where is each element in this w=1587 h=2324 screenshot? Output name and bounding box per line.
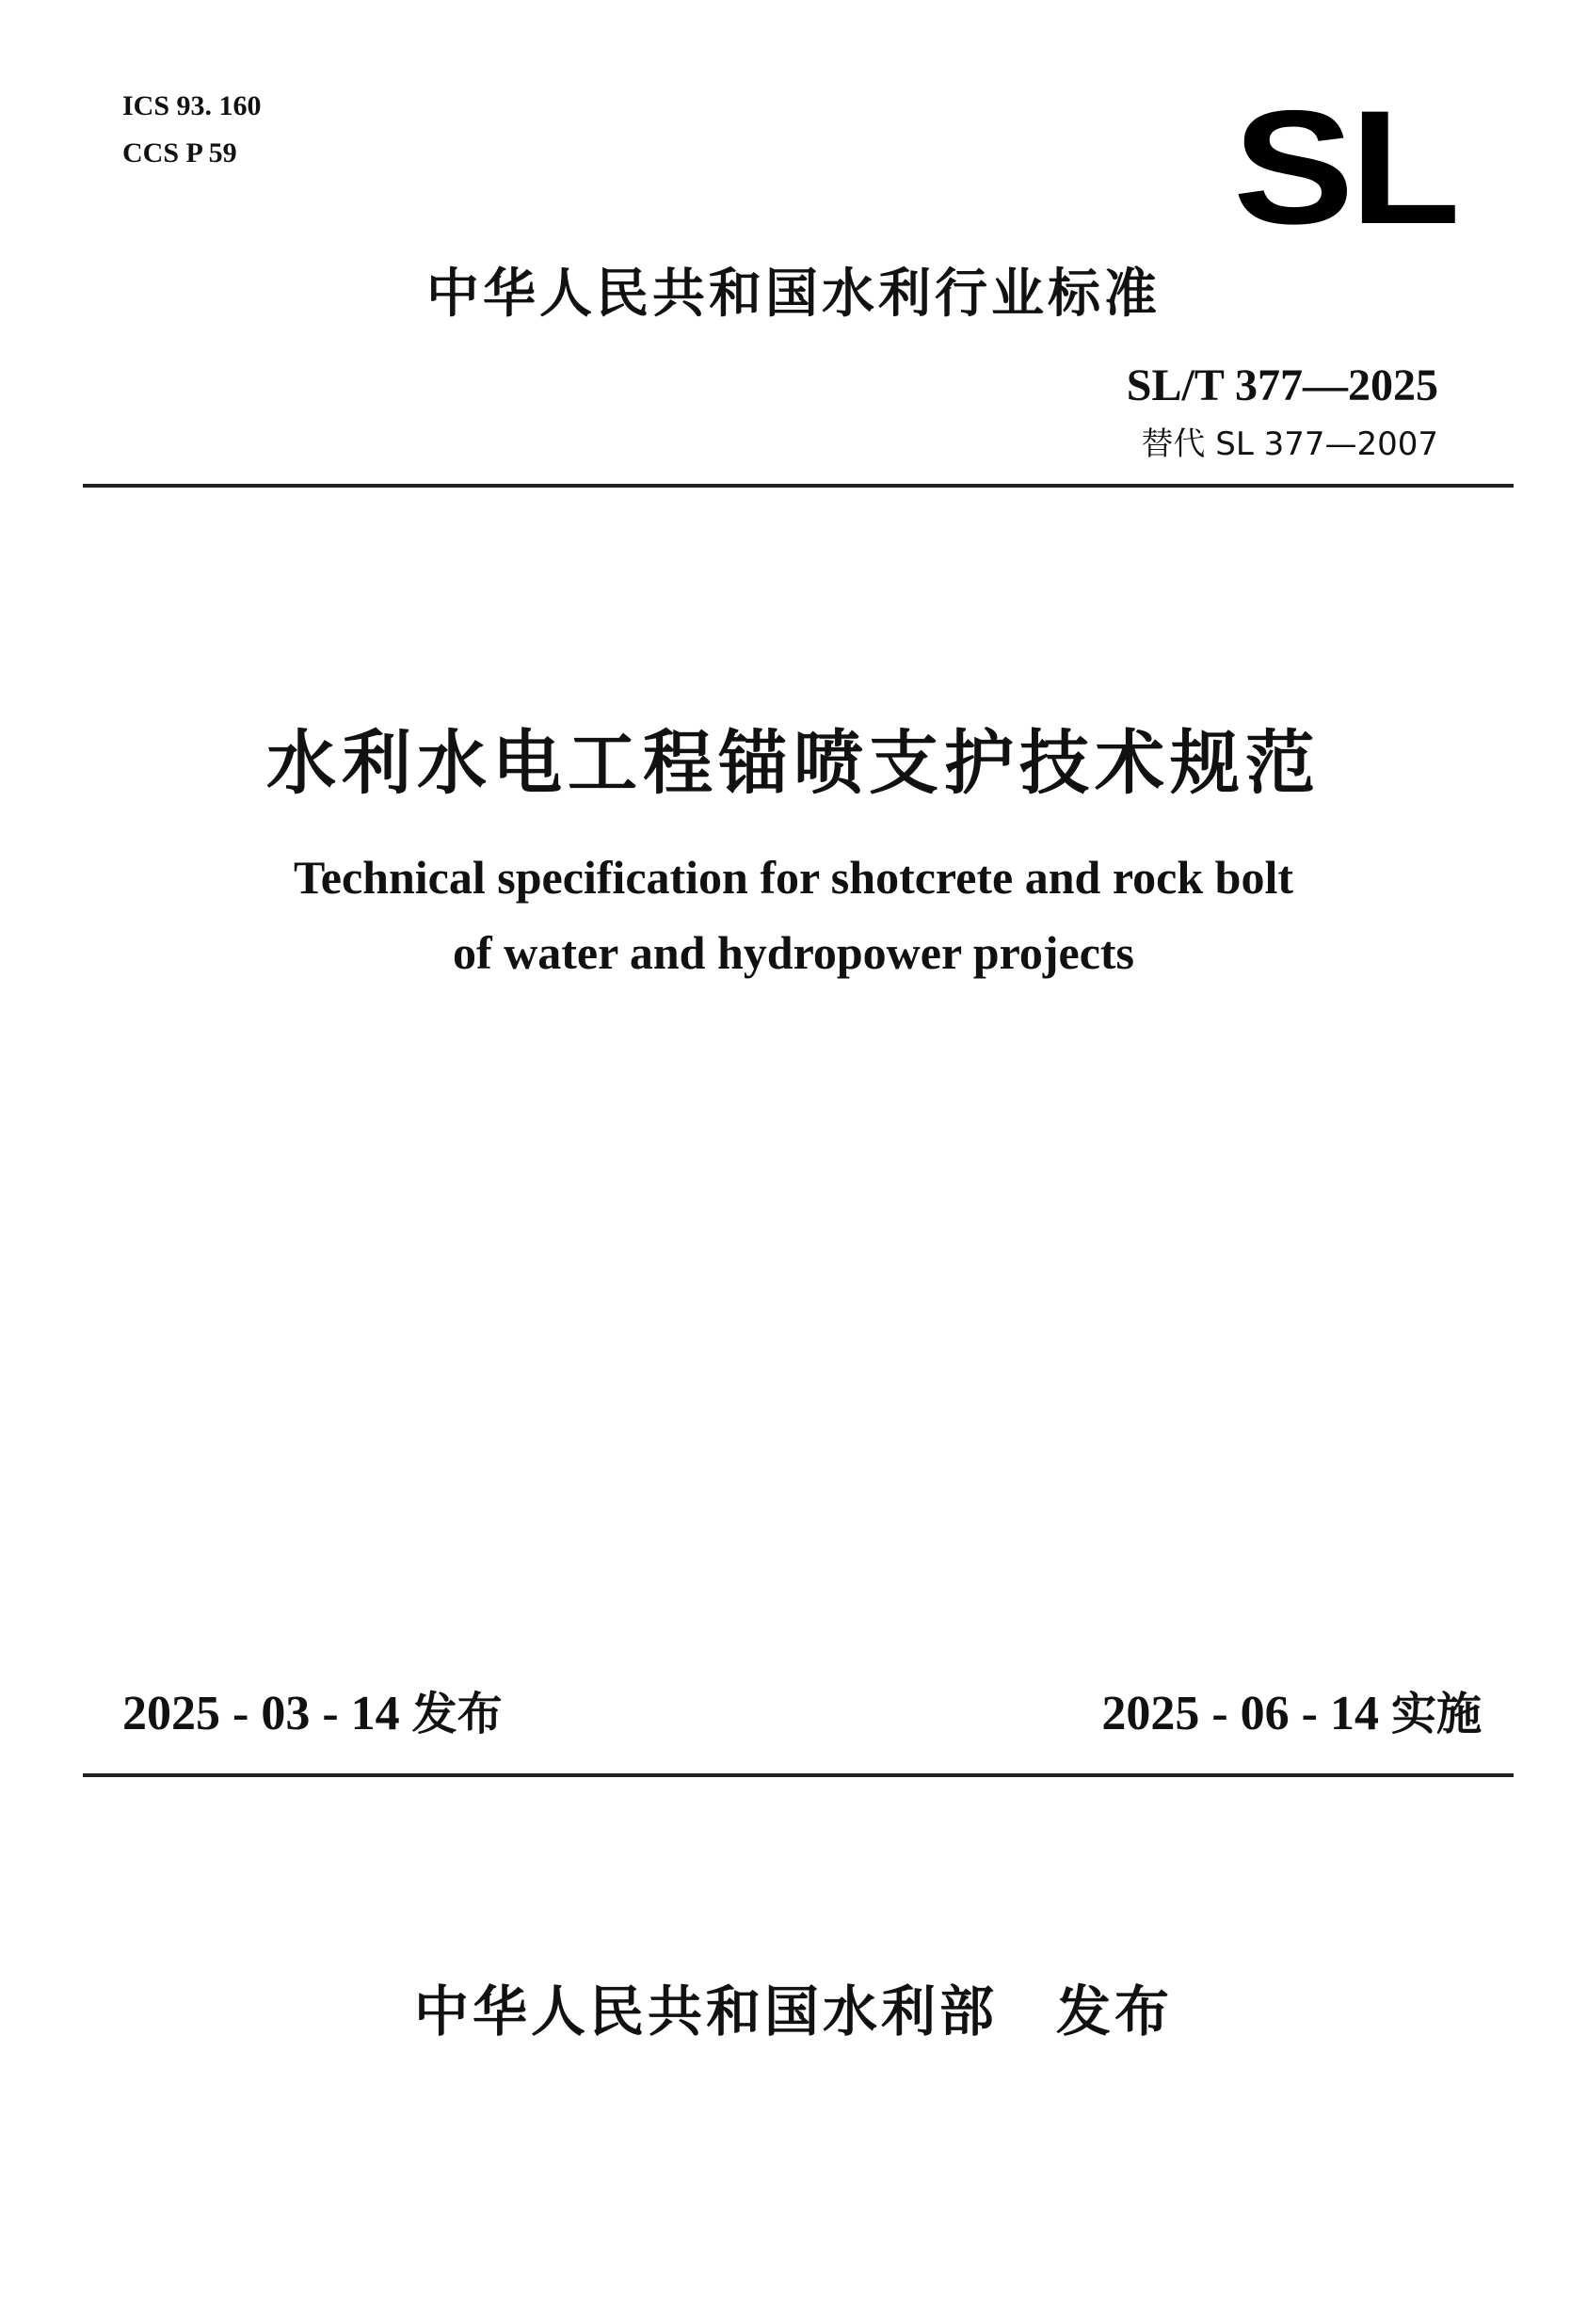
title-chinese: 水利水电工程锚喷支护技术规范 xyxy=(266,723,1321,804)
issue-date xyxy=(122,1677,503,1742)
industry-standard-heading: 中华人民共和国水利行业标准 xyxy=(426,264,1161,325)
sl-logo: SL xyxy=(1233,77,1457,258)
title-english xyxy=(0,840,1587,990)
standard-number: SL/T 377—2025 xyxy=(1126,361,1438,410)
title-english-line-1: Technical specification for shotcrete and rock bolt xyxy=(294,851,1293,904)
issue-date-label: 发布 xyxy=(411,1688,503,1740)
title-english-line-2: of water and hydropower projects xyxy=(452,926,1135,979)
classification-codes xyxy=(122,83,262,177)
issue-date-value: 2025 - 03 - 14 xyxy=(122,1687,400,1740)
effective-date xyxy=(1101,1677,1482,1742)
ccs-code: CCS P 59 xyxy=(122,137,237,168)
top-divider xyxy=(83,484,1514,488)
publisher-line: 中华人民共和国水利部 发布 xyxy=(413,1979,1173,2044)
effective-date-label: 实施 xyxy=(1390,1688,1482,1740)
replaces-standard: 替代 SL 377—2007 xyxy=(1141,425,1438,463)
ics-code: ICS 93. 160 xyxy=(122,90,262,121)
effective-date-value: 2025 - 06 - 14 xyxy=(1101,1687,1379,1740)
bottom-divider xyxy=(83,1773,1514,1777)
